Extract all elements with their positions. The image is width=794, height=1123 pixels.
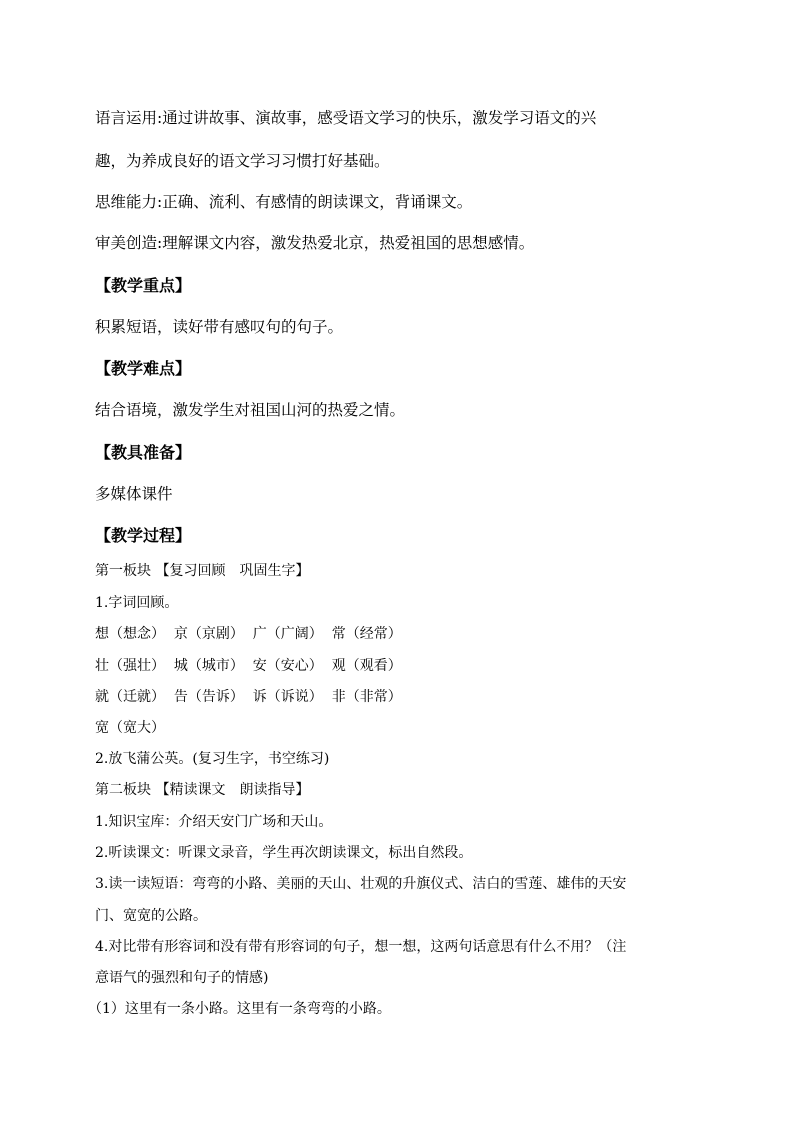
goal-language-line2: 趣，为养成良好的语文学习习惯打好基础。 [95, 152, 390, 170]
goal-thinking: 思维能力:正确、流利、有感情的朗读课文，背诵课文。 [95, 193, 473, 211]
word-row-4: 宽（宽大） [95, 720, 165, 736]
block2-sub1: （1）这里有一条小路。这里有一条弯弯的小路。 [88, 1001, 391, 1017]
block2-item1: 1.知识宝库：介绍天安门广场和天山。 [95, 814, 333, 830]
word-row-3: 就（迁就） 告（告诉） 诉（诉说） 非（非常） [95, 689, 402, 705]
goal-aesthetic: 审美创造:理解课文内容，激发热爱北京，热爱祖国的思想感情。 [95, 234, 535, 252]
key-points-heading: 【教学重点】 [95, 276, 192, 295]
block1-item2: 2.放飞蒲公英。(复习生字，书空练习) [95, 751, 330, 767]
block2-item4-line2: 意语气的强烈和句子的情感) [95, 970, 269, 986]
block2-item2: 2.听读课文：听课文录音，学生再次朗读课文，标出自然段。 [95, 845, 473, 861]
block2-item4-line1: 4.对比带有形容词和没有带有形容词的句子，想一想，这两句话意思有什么不用？（注 [95, 939, 627, 955]
materials-heading: 【教具准备】 [95, 443, 192, 462]
word-row-2: 壮（强壮） 城（城市） 安（安心） 观（观看） [95, 658, 402, 674]
word-row-1: 想（想念） 京（京剧） 广（广阔） 常（经常） [95, 626, 402, 642]
block2-item3-line2: 门、宽宽的公路。 [95, 908, 207, 924]
difficulties-heading: 【教学难点】 [95, 359, 192, 378]
process-heading: 【教学过程】 [95, 526, 192, 545]
materials-text: 多媒体课件 [95, 485, 173, 503]
block2-title: 第二板块 【精读课文 朗读指导】 [95, 782, 310, 798]
block1-item1: 1.字词回顾。 [95, 595, 179, 611]
block1-title: 第一板块 【复习回顾 巩固生字】 [95, 563, 310, 579]
block2-item3-line1: 3.读一读短语：弯弯的小路、美丽的天山、壮观的升旗仪式、洁白的雪莲、雄伟的天安 [95, 876, 627, 892]
goal-language-line1: 语言运用:通过讲故事、演故事，感受语文学习的快乐，激发学习语文的兴 [95, 109, 597, 127]
key-points-text: 积累短语，读好带有感叹句的句子。 [95, 318, 344, 336]
difficulties-text: 结合语境，激发学生对祖国山河的热爱之情。 [95, 401, 406, 419]
